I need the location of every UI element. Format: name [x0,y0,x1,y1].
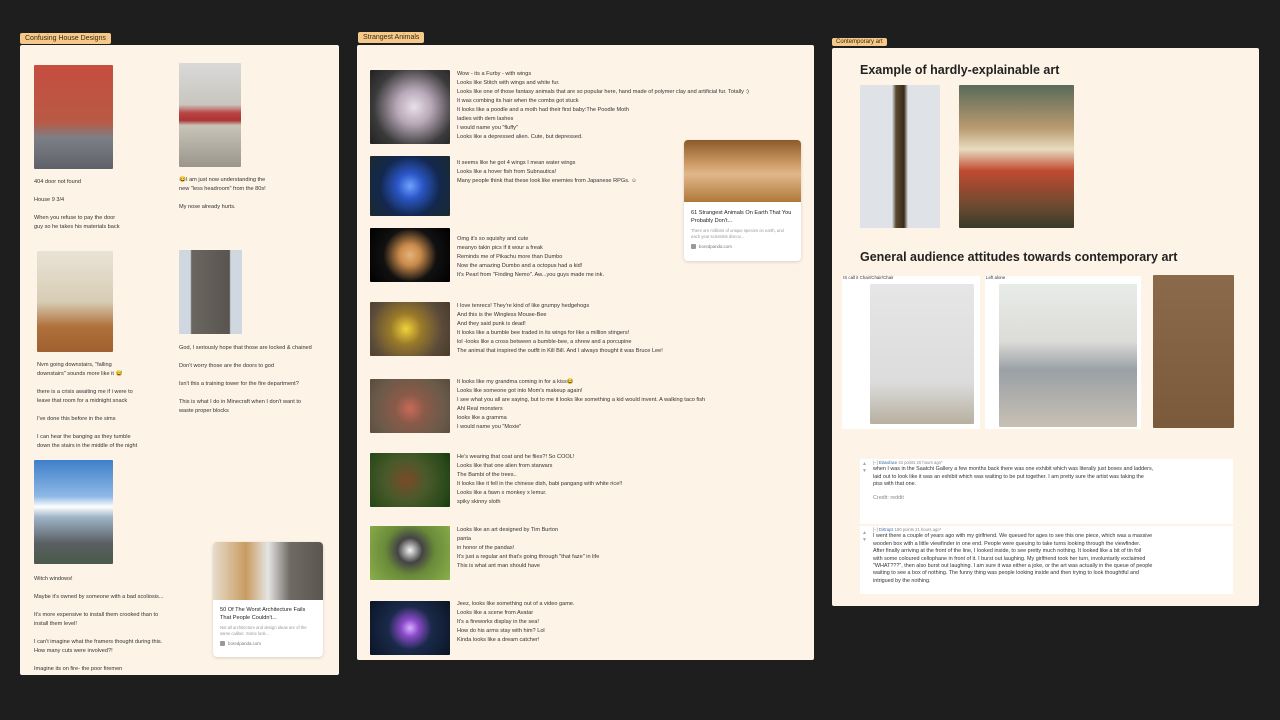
frame-label-animals[interactable]: Strangest Animals [358,32,424,43]
comment-credit: Credit: reddit [873,494,904,501]
house-card-thumbnail [213,542,323,600]
animal-photo-tenrec [370,302,450,356]
house-text-2: 😂I am just now understanding the new "less headroom" from the 80s! My nose already hurts. [179,177,266,210]
animal-photo-colugo [370,453,450,507]
animal-text-7: Looks like an art designed by Tim Burton panta in honor of the pandas! It's just a regular ant that's going through "that faze" in life This is what ant man should have [457,527,600,569]
vote-arrows-icon[interactable]: ▲ ▼ [862,530,867,544]
reddit-comment-2: ▲ ▼ [–] Dirtrapz 180 points 21 hours ago* I went there a couple of years ago with my girlfriend. We queued for ages to see this one piece, which was a massive wooden box with a little viewfinder in one end. People were queuing to take turns looking through the viewfinder. After finally arriving at the front of the line, I looked inside, to see pretty much nothing. It looked like a bit of tin foil with some coloured cellophane in front of it. I burst out laughing. My girlfriend took her turn, involuntarily exclaimed "WHAT???", then also burst out laughing. I am sure it was either a joke, or the art was actually in the queue of people waiting to see a box of nothing. The funny thing was people looking inside and then trying to look thoughtful and intrigued by the nothing. [860,526,1233,594]
animals-card-title: 61 Strangest Animals On Earth That You Probably Don't... [691,210,792,224]
favicon-icon [691,244,696,249]
house-text-3: Nvm going downstairs, "falling downstairs" sounds more like it 😅 there is a crisis awaiting me if i were to leave that room for a midnight snack I've done this before in the sims I can hear the banging as they tumble down the stairs in the middle of the night [37,362,138,449]
animal-photo-dumbo-octopus [370,228,450,282]
animal-text-6: He's wearing that coat and he flies?! So COOL! Looks like that one alien from starwars The Bambi of the trees.. It looks like it fell in the chinese dish, babi pangang with white rice!! Looks like a fawn x monkey x lemur. spiky skinny sloth [457,454,623,505]
art-photo-surreal-painting [959,85,1074,228]
house-link-card[interactable] [213,542,323,657]
house-text-1: 404 door not found House 9 3/4 When you refuse to pay the door guy so he takes his materials back [34,179,120,230]
frame-label-house[interactable]: Confusing House Designs [20,33,111,44]
house-photo-witch-windows [34,460,113,564]
house-text-4: God, I seriously hope that those are locked & chained Don't worry those are the doors to god Isn't this a training tower for the fire department? This is what I do in Minecraft when I don't want to waste proper blocks [179,345,312,414]
animal-text-3: Omg it's so squishy and cute meanyo takin pics if it wour a freak Reminds me of Pikachu more than Dumbo Now the amazing Dumbo and a octopus had a kid! It's Pearl from "Finding Nemo". Aw...you guys made me ink. [457,236,605,278]
favicon-icon [220,641,225,646]
house-card-source: boredpanda.com [213,641,323,646]
house-text-5: Witch windows! Maybe it's owned by someone with a bad scoliosis... It's more expensive to install them crooked than to install them level! I can't imagine what the framers thought during this. How many cuts were involved?! Imagine its on fire- the poor firemen [34,576,164,672]
comment1-user[interactable]: Elasoface [878,460,898,465]
animals-link-card[interactable] [684,140,801,261]
animal-photo-blue-dragon [370,156,450,216]
house-card-desc: Not all architecture and design ideas are of the same caliber. Some look... [220,625,307,636]
art-caption-chair: IS call it Chair/Chair/Chair [843,275,894,280]
reddit-comment-1: ▲ ▼ [–] Elasoface 42 points 20 hours ago* when I was in the Saatchi Gallery a few months back there was one exhibit which was literally just boxes and ladders, laid out to look like it was an exhibit which was waiting to be put together. I am pretty sure the artist was taking the piss with that one. Credit: reddit [860,459,1233,524]
animals-card-source: boredpanda.com [684,244,801,249]
board-strangest-animals[interactable] [357,45,814,660]
house-photo-brick-door [34,65,113,169]
art-photo-door [1153,275,1234,428]
animal-photo-batfish [370,379,450,433]
animal-photo-jellyfish [370,601,450,655]
animal-text-4: I love tenrecs! They're kind of like grumpy hedgehogs And this is the Wingless Mouse-Bee And they said punk is dead! It looks like a bumble bee traded in its wings for like a million stingers! lol -looks like a cross between a bumble-bee, a shrew and a porcupine The animal that inspired the outfit in Kill Bill. And I always thought it was Bruce Lee! [457,303,663,354]
animal-text-8: Jeez, looks like something out of a video game. Looks like a scene from Avatar It's a fireworks display in the sea! How do his arms stay with him? Lol Kinda looks like a dream catcher! [457,601,575,643]
art-caption-cart: Left alone [986,275,1006,280]
art-photo-insect-sculpture [860,85,940,228]
art-photo-bar-stools [870,284,974,424]
animal-text-2: It seems like he got 4 wings I mean water wings Looks like a hover fish from Subnautica! Many people think that these look like enemies from Japanese RPGs. ☺ [457,160,637,184]
animal-text-1: Wow - its a Furby - with wings Looks like Stitch with wings and white fur. Looks like one of those fantasy animals that are so popular here, hand made of polymer clay and artificial fur. Totally :) It was combing its hair when the combs got stuck It looks like a poodle and a moth had their first baby:The Poodle Moth ladies with dem lashes I would name you "fluffy" Looks like a depressed alien. Cute, but depressed. [457,71,749,140]
art-heading-examples: Example of hardly-explainable art [860,63,1060,77]
animal-text-5: It looks like my grandma coming in for a kiss😂 Looks like someone got into Mom's makeup again! I see what you all are saying, but to me it looks like something a kid would invent. A walking taco fish Ahl Real monsters looks like a gramma I would name you "Moxie" [457,379,706,430]
comment2-user[interactable]: Dirtrapz [878,527,894,532]
animals-card-thumbnail [684,140,801,202]
house-photo-tower [179,250,242,334]
frame-label-art[interactable]: Contemporary art [832,38,887,46]
vote-arrows-icon[interactable]: ▲ ▼ [862,461,867,475]
animals-card-desc: There are millions of unique species on earth, and each year scientists discov... [691,228,784,239]
house-photo-low-ceiling [179,63,241,167]
art-photo-cleaning-carts [999,284,1137,427]
house-card-title: 50 Of The Worst Architecture Fails That People Couldn't... [220,607,306,621]
board-house-designs[interactable] [20,45,339,675]
art-heading-attitudes: General audience attitudes towards contemporary art [860,250,1178,264]
house-photo-stairs [37,251,113,352]
board-contemporary-art[interactable] [832,48,1259,606]
animal-photo-panda-ant [370,526,450,580]
animal-photo-poodle-moth [370,70,450,144]
